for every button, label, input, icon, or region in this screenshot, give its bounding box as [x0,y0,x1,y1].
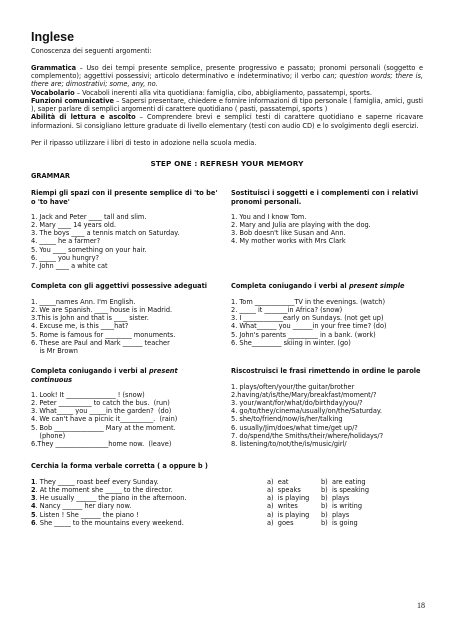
list-item: 3.This is John and that is ____ sister. [31,314,149,323]
sentence-item [31,486,267,494]
list-item: 4. What______ you ______in your free time? (do) [231,322,387,331]
option-row [267,478,423,486]
topic-label: Abilità di lettura e ascolto [31,113,136,122]
exercise-reorder [231,367,423,448]
sentence-list [31,478,267,527]
list-item: 1. plays/often/your/the guitar/brother [231,382,355,391]
list-item: 5. You ____ something on your hair. [31,245,147,254]
exercise-present-simple [231,282,423,355]
topic-text-italic: can; question words; there is, there are; dimostrativi; some, any, no. [31,72,423,89]
list-item: 5. Bob _______________ Mary at the moment. [31,423,176,432]
sentence-number: 4 [31,502,36,511]
option-row [267,494,423,502]
list-item: 6. These are Paul and Mark ______ teacher [31,338,170,347]
exercise-possessive [31,282,219,355]
exercise-title: Riscostruisci le frasi rimettendo in ordine le parole [231,367,421,376]
list-item: 1. You and I know Tom. [231,212,307,221]
list-item: 5. she/to/friend/now/is/her/talking [231,415,343,424]
option-list [267,478,423,527]
option-a[interactable]: a) is playing [267,494,310,503]
list-item: 1. _____names Ann. I'm English. [31,297,136,306]
page-number: 18 [417,601,425,610]
list-item: 4. My mother works with Mrs Clark [231,237,346,246]
sentence-number: 3 [31,494,36,503]
topic-funzioni [31,97,423,113]
exercise-list [31,298,219,356]
topic-label: Funzioni comunicative [31,96,114,105]
sentence-item [31,478,267,486]
option-b[interactable]: b) is speaking [321,485,370,494]
option-a[interactable]: a) speaks [267,485,301,494]
option-a[interactable]: a) writes [267,502,298,511]
list-item: 2. We are Spanish. ____ house is in Madrid. [31,305,173,314]
list-item: 2. Mary ____ 14 years old. [31,221,116,230]
exercise-present-continuous [31,367,219,448]
list-item: 3. I ____________early on Sundays. (not get up) [231,314,384,323]
list-item: 6. usually/Jim/does/what time/get up/? [231,423,358,432]
topic-text: – Comprendere brevi e semplici testi di carattere quotidiano e saperne ricavare informazioni. Si consigliano letture graduate di livello elementary (testi con audio CD) e lo svolgimento degli esercizi. [31,113,423,130]
topic-vocabolario [31,89,423,97]
step-title: STEP ONE : REFRESH YOUR MEMORY [150,158,304,168]
document-page [31,30,423,527]
list-item: 3. your/want/for/what/do/birthday/you/? [231,399,363,407]
list-item: 3. The boys ____ a tennis match on Saturday. [31,229,180,238]
list-item: 1. Look! It _______________ ! (snow) [31,390,145,399]
exercise-list [31,213,219,271]
sentence-item [31,502,267,510]
list-item: (phone) [31,431,66,440]
sentence-text: . He usually ______ the piano in the afternoon. [35,494,187,503]
list-item: 3. Bob doesn't like Susan and Ann. [231,229,346,238]
option-b[interactable]: b) plays [321,494,350,503]
list-item: 7. do/spend/the Smiths/their/where/holidays/? [231,431,384,440]
sentence-text: . At the moment she _____ to the director. [35,485,173,494]
sentence-number: 5 [31,510,36,519]
exercise-title: Completa con gli aggettivi possessive adeguati [31,282,207,291]
sentence-item [31,494,267,502]
option-a[interactable]: a) goes [267,518,294,527]
exercise-list [231,298,423,347]
sentence-number: 6 [31,518,36,527]
option-row [267,486,423,494]
option-row [267,519,423,527]
list-item: 4. We can't have a picnic it__________. (rain) [31,415,178,424]
list-item: 5. Rome is famous for ________ monuments. [31,330,176,339]
exercise-title: Cerchia la forma verbale corretta ( a oppure b ) [31,462,208,471]
topic-text: – Sapersi presentare, chiedere e fornire informazioni di tipo personale ( famiglia, amici, gusti ), saper parlare di semplici argomenti di carattere quotidiano ( pasti, passatempi, sports ) [31,96,423,114]
list-item: 8. listening/to/not/the/is/music/girl/ [231,440,347,449]
list-item: 2.having/at/is/the/Mary/breakfast/moment/? [231,390,377,399]
topic-label: Vocabolario [31,88,75,97]
sentence-text: . Nancy ______ her diary now. [35,502,132,511]
page-title: Inglese [31,30,75,44]
option-a[interactable]: a) is playing [267,510,310,519]
list-item: 5. John's parents _________ in a bank. (work) [231,330,376,339]
sentence-number: 1 [31,477,36,486]
exercise-title: Sostituisci i soggetti e i complementi con i relativi pronomi personali. [231,189,419,206]
exercise-circle-verb [31,478,423,527]
grammar-heading: GRAMMAR [31,172,70,181]
list-item: 2. Mary and Julia are playing with the dog. [231,221,371,230]
topic-label: Grammatica [31,63,77,72]
exercise-list [231,383,423,449]
option-b[interactable]: b) plays [321,510,350,519]
list-item: 7. John ____ a white cat [31,262,108,271]
exercise-title: Completa coniugando i verbi al present continuous [31,367,178,384]
sentence-item [31,519,267,527]
sentence-item [31,511,267,519]
exercise-to-be-have [31,189,219,270]
list-item: 4. go/to/they/cinema/usually/on/the/Saturday. [231,407,382,416]
list-item: 3. What_____ you _____in the garden? (do) [31,407,172,416]
note-text: Per il ripasso utilizzare i libri di testo in adozione nella scuola media. [31,138,257,147]
topic-grammatica [31,64,423,89]
option-b[interactable]: b) are eating [321,477,366,486]
exercise-list [31,391,219,449]
list-item: 1. Tom ____________TV in the evenings. (watch) [231,297,386,306]
list-item: 1. Jack and Peter ____ tall and slim. [31,212,147,221]
list-item: 6. She_________ skiing in winter. (go) [231,338,351,347]
intro-text: Conoscenza dei seguenti argomenti: [31,46,152,55]
exercise-title: Completa coniugando i verbi al present simple [231,282,405,291]
list-item: 2. _____ it _______in Africa? (snow) [231,305,343,314]
topic-text: – Uso dei tempi presente semplice, presente progressivo e passato; pronomi personali (soggetto e complemento); aggettivi possessivi; articolo determinativo e indeterminativo; il verbo [31,63,423,81]
option-a[interactable]: a) eat [267,477,289,486]
topic-text: – Vocaboli inerenti alla vita quotidiana: famiglia, cibo, abbigliamento, passatempi, sports. [74,88,372,97]
sentence-number: 2 [31,485,36,494]
topic-abilita [31,113,423,129]
list-item: 4. _____ he a farmer? [31,237,101,246]
sentence-text: . Listen ! She ______ the piano ! [35,510,139,519]
list-item: 6.They ________________home now. (leave) [31,440,172,449]
option-b[interactable]: b) is going [321,518,358,527]
option-row [267,502,423,510]
option-row [267,511,423,519]
list-item: 6. _____ you hungry? [31,253,100,262]
exercise-pronouns [231,189,423,270]
list-item: 2. Peter __________ to catch the bus. (run) [31,399,170,407]
list-item: is Mr Brown [31,347,78,356]
exercise-list [231,213,423,246]
sentence-text: . She _____ to the mountains every weekend. [35,518,184,527]
list-item: 4. Excuse me, is this ____hat? [31,322,129,331]
option-b[interactable]: b) is writing [321,502,363,511]
sentence-text: . They _____ roast beef every Sunday. [35,477,159,486]
exercise-title: Riempi gli spazi con il presente semplice di 'to be' o 'to have' [31,189,218,206]
